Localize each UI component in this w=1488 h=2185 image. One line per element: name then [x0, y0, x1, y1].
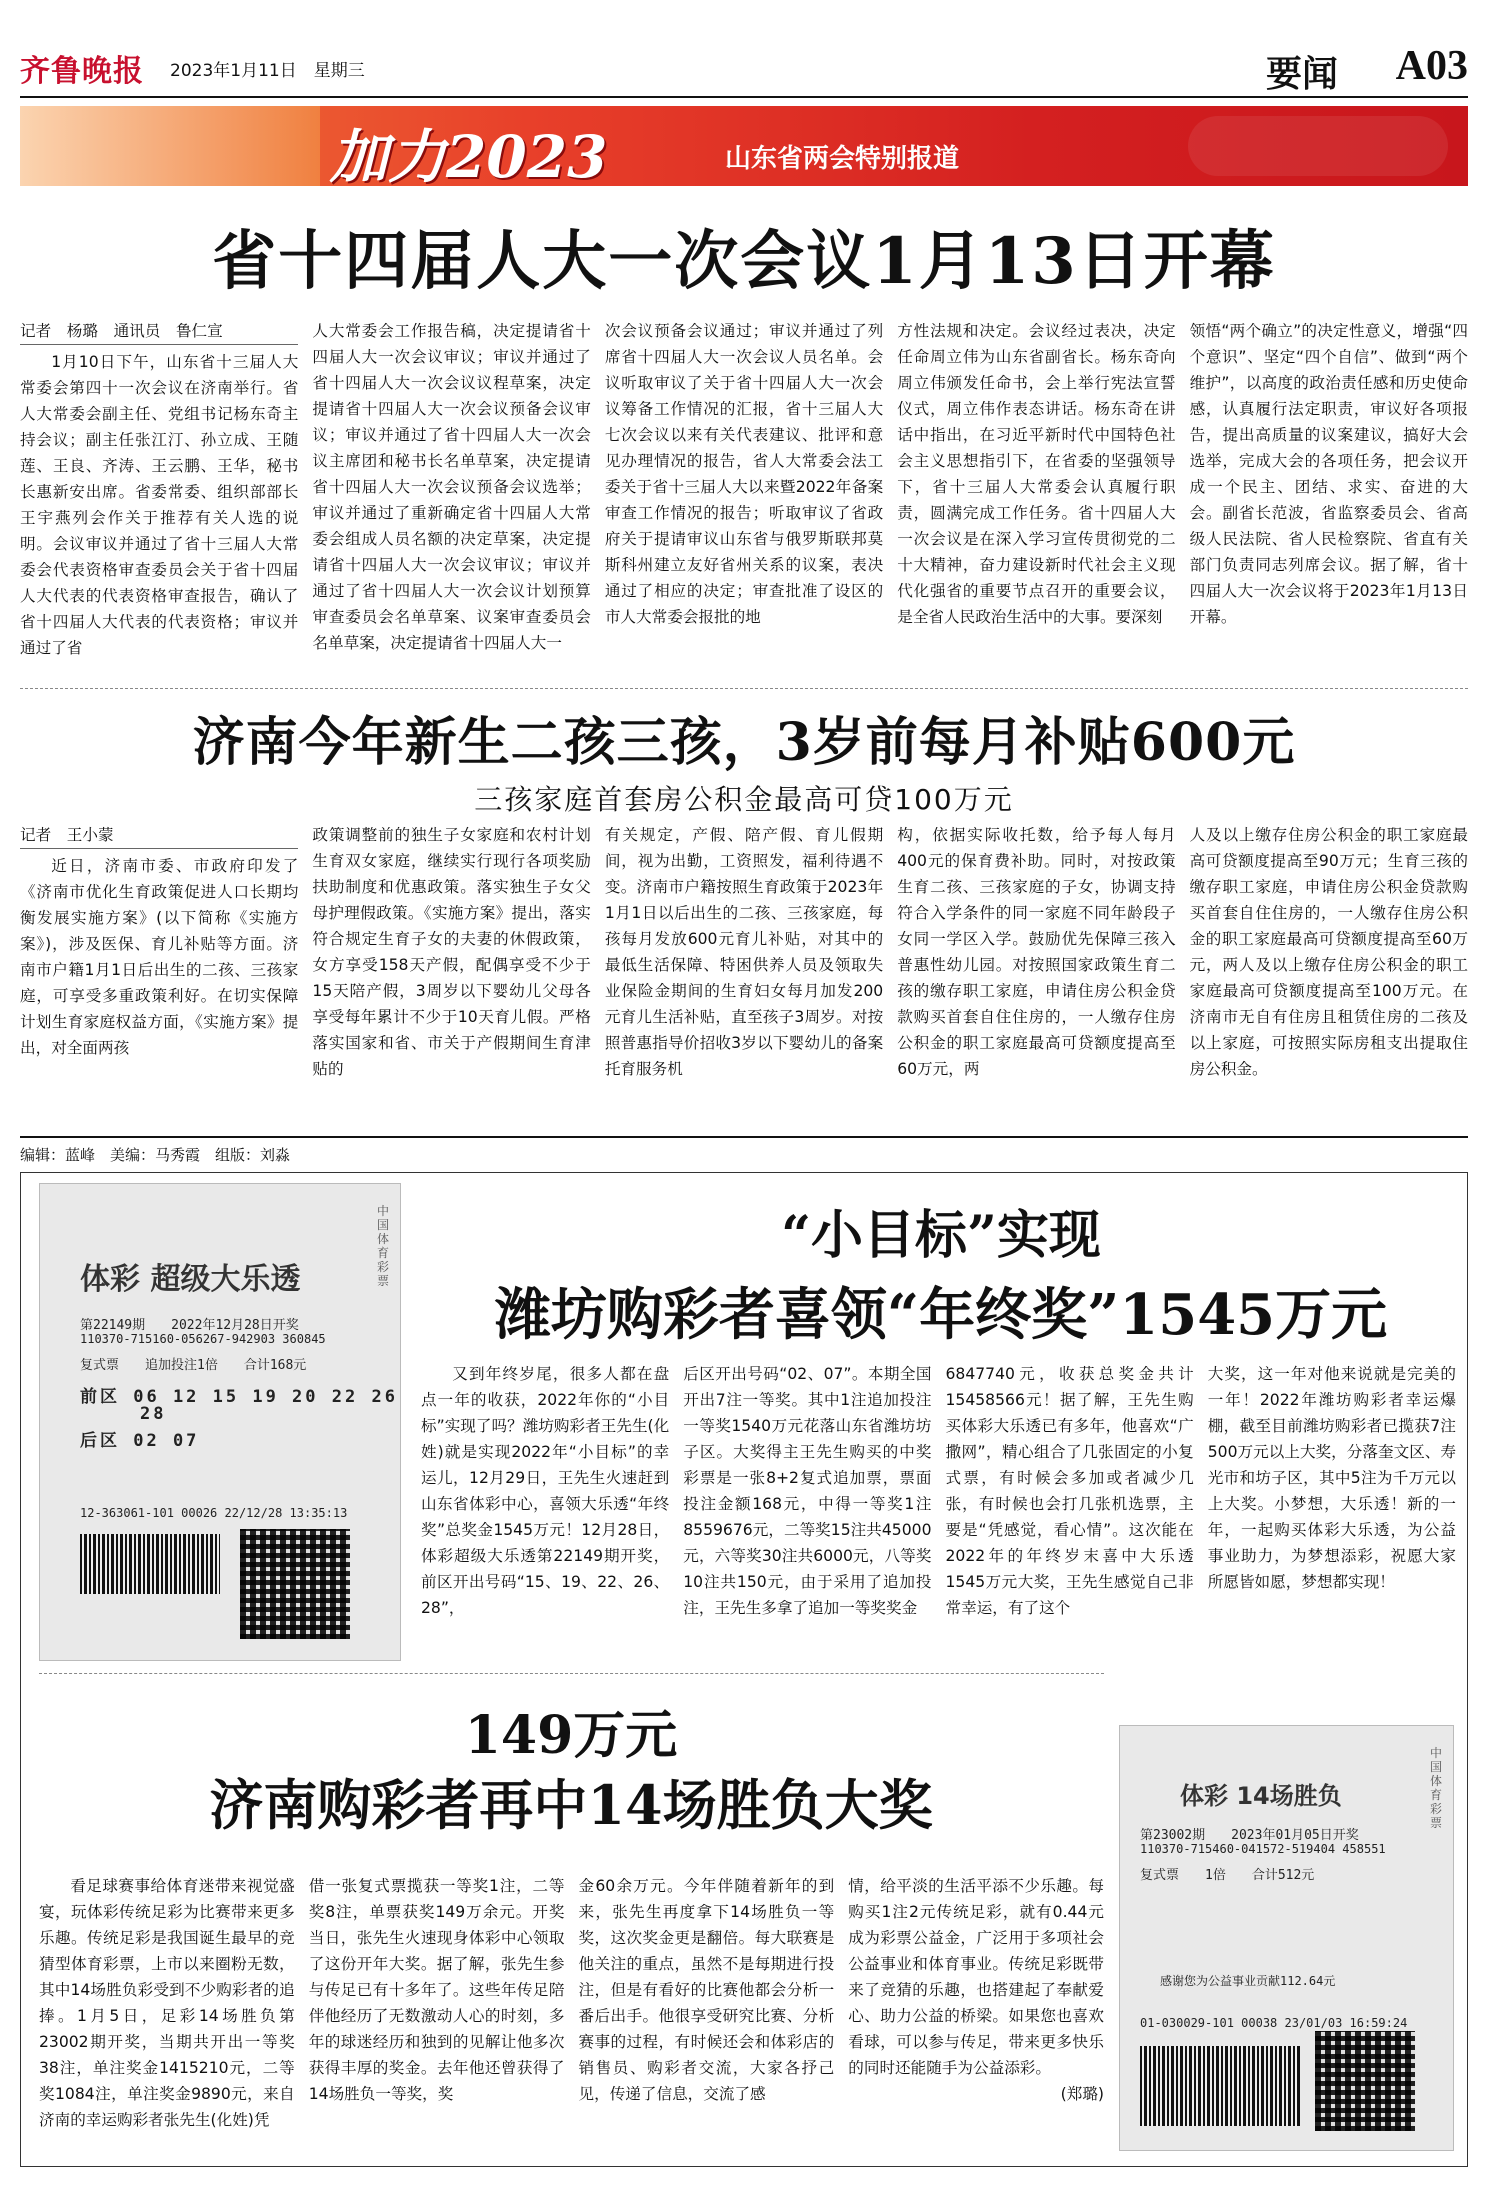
lotto1-text: 6847740元，收获总奖金共计15458566元！据了解，王先生购买体彩大乐透已有多年，他喜欢“广撒网”，精心组合了几张固定的小复式票，有时候会多加或者减少几张，有时候也会打几张机选票，主要是“凭感觉，看心情”。这次能在2022年的年终岁末喜中大乐透1545万元大奖，王先生感觉自己非常幸运，有了这个 — [945, 1365, 1194, 1617]
story2-column — [20, 822, 298, 1120]
editor-credits: 编辑：蓝峰 美编：马秀霞 组版：刘淼 — [20, 1136, 1468, 1165]
lottery-ticket-photo — [39, 1183, 401, 1661]
lotto2-column — [39, 1873, 295, 2143]
banner-decoration — [20, 106, 320, 186]
lottery-ticket-photo-2 — [1119, 1725, 1454, 2151]
paper-name: 齐鲁晚报 — [20, 54, 144, 89]
story1-column — [20, 318, 298, 678]
ticket-front-numbers-extra: 28 — [140, 1404, 167, 1424]
story2-subhead: 三孩家庭首套房公积金最高可贷100万元 — [474, 783, 1014, 816]
story1-text: 人大常委会工作报告稿，决定提请省十四届人大一次会议审议；审议并通过了省十四届人大一次会议议程草案，决定提请省十四届人大一次会议预备会议审议；审议并通过了省十四届人大一次会议主席团和秘书长名单草案，决定提请省十四届人大一次会议预备会议选举；审议并通过了重新确定省十四届人大常委会组成人员名额的决定草案，决定提请省十四届人大一次会议审议；审议并通过了省十四届人大一次会议计划预算审查委员会名单草案、议案审查委员会名单草案，决定提请省十四届人大一 — [312, 322, 591, 652]
lotto1-column — [946, 1361, 1194, 1661]
section-name: 要闻 — [1265, 53, 1338, 95]
story2-text: 人及以上缴存住房公积金的职工家庭最高可贷额度提高至90万元；生育三孩的缴存职工家庭，申请住房公积金贷款购买首套自住住房的，一人缴存住房公积金的职工家庭最高可贷额度提高至60万元，两人及以上缴存住房公积金的职工家庭最高可贷额度提高至100万元。在济南市无自有住房且租赁住房的二孩及以上家庭，可按照实际房租支出提取住房公积金。 — [1189, 826, 1469, 1078]
story2-column — [897, 822, 1175, 1120]
lotto2-text: 借一张复式票揽获一等奖1注，二等奖8注，单票获奖149万余元。开奖当日，张先生火速现身体彩中心领取了这份开年大奖。据了解，张先生参与传足已有十多年了。这些年传足陪伴他经历了无数激动人心的时刻，多年的球迷经历和独到的见解让他多次获得丰厚的奖金。去年他还曾获得了14场胜负一等奖，奖 — [308, 1877, 565, 2103]
ticket-type: 复式票 追加投注1倍 合计168元 — [80, 1358, 307, 1373]
lotto2-column — [848, 1873, 1104, 2143]
lotto1-title-line2: 潍坊购彩者喜领“年终奖”1545万元 — [494, 1282, 1388, 1348]
special-report-banner — [20, 106, 1468, 186]
lotto1-body — [421, 1361, 1456, 1661]
ticket-footer: 12-363061-101 00026 22/12/28 13:35:13 — [80, 1506, 348, 1520]
lotto1-title-line1: “小目标”实现 — [781, 1205, 1101, 1266]
story1-column — [312, 318, 590, 678]
lotto1-column — [1208, 1361, 1456, 1661]
ticket-barcode — [80, 1534, 220, 1594]
story2-text: 有关规定，产假、陪产假、育儿假期间，视为出勤，工资照发，福利待遇不变。济南市户籍按照生育政策于2023年1月1日以后出生的二孩、三孩家庭，每孩每月发放600元育儿补贴，对其中的最低生活保障、特困供养人员及领取失业保险金期间的生育妇女每月加发200元育儿生活补贴，直至孩子3周岁。对按照普惠指导价招收3岁以下婴幼儿的备案托育服务机 — [604, 826, 884, 1078]
story2-text: 政策调整前的独生子女家庭和农村计划生育双女家庭，继续实行现行各项奖励扶助制度和优惠政策。落实独生子女父母护理假政策。《实施方案》提出，落实符合规定生育子女的夫妻的休假政策，女方享受158天产假，配偶享受不少于15天陪产假，3周岁以下婴幼儿父母各享受每年累计不少于10天育儿假。严格落实国家和省、市关于产假期间生育津贴的 — [312, 826, 591, 1078]
lotto2-text: 金60余万元。今年伴随着新年的到来，张先生再度拿下14场胜负一等奖，这次奖金更是翻倍。每大联赛是他关注的重点，虽然不是每期进行投注，但是有看好的比赛他都会分析一番后出手。他很享受研究比赛、分析赛事的过程，有时候还会和体彩店的销售员、购彩者交流，大家各抒己见，传递了信息，交流了感 — [578, 1877, 835, 2103]
lotto2-signature: (郑璐) — [1060, 2085, 1104, 2103]
story2-headline: 济南今年新生二孩三孩，3岁前每月补贴600元 — [192, 712, 1296, 773]
ticket-front-numbers: 前区 06 12 15 19 20 22 26 — [80, 1387, 398, 1407]
lotto2-text: 情，给平淡的生活平添不少乐趣。每购买1注2元传统足彩，就有0.44元成为彩票公益金，广泛用于多项社会公益事业和体育事业。传统足彩既带来了竞猜的乐趣，也搭建起了奉献爱心、助力公益的桥梁。如果您也喜欢看球，可以参与传足，带来更多快乐的同时还能随手为公益添彩。 — [848, 1877, 1104, 2077]
ticket2-qr-code — [1315, 2031, 1415, 2131]
story1-byline: 记者 杨璐 通讯员 鲁仁宣 — [20, 318, 298, 345]
lotto2-column — [579, 1873, 835, 2143]
story-divider — [20, 688, 1468, 689]
ticket-brand: 体彩 超级大乐透 — [80, 1262, 301, 1297]
banner-subtitle: 山东省两会特别报道 — [725, 144, 960, 174]
lotto1-text: 又到年终岁尾，很多人都在盘点一年的收获，2022年你的“小目标”实现了吗？潍坊购彩者王先生(化姓)就是实现2022年“小目标”的幸运儿，12月29日，王先生火速赶到山东省体彩中心，喜领大乐透“年终奖”总奖金1545万元！12月28日，体彩超级大乐透第22149期开奖，前区开出号码“15、19、22、26、28”， — [421, 1365, 670, 1617]
ticket2-footer: 01-030029-101 00038 23/01/03 16:59:24 — [1140, 2016, 1408, 2030]
story2-byline: 记者 王小蒙 — [20, 822, 298, 849]
story1-text: 1月10日下午，山东省十三届人大常委会第四十一次会议在济南举行。省人大常委会副主任、党组书记杨东奇主持会议；副主任张江汀、孙立成、王随莲、王良、齐涛、王云鹏、王华，秘书长惠新安出席。省委常委、组织部部长王宇燕列会作关于推荐有关人选的说明。会议审议并通过了省十三届人大常委会代表资格审查委员会关于省十四届人大代表的代表资格审查报告，确认了省十四届人大代表的代表资格；审议并通过了省 — [20, 353, 299, 657]
story2-body — [20, 822, 1468, 1120]
issue-date: 2023年1月11日 星期三 — [170, 61, 365, 81]
ticket2-side-label: 中国体育彩票 — [1429, 1746, 1442, 1830]
page-number: A03 — [1395, 43, 1468, 89]
story1-text: 方性法规和决定。会议经过表决，决定任命周立伟为山东省副省长。杨东奇向周立伟颁发任命书，会上举行宪法宣誓仪式，周立伟作表态讲话。杨东奇在讲话中指出，在习近平新时代中国特色社会主义思想指引下，在省委的坚强领导下，省十三届人大常委会认真履行职责，圆满完成工作任务。省十四届人大一次会议是在深入学习宣传贯彻党的二十大精神，奋力建设新时代社会主义现代化强省的重要节点召开的重要会议，是全省人民政治生活中的大事。要深刻 — [897, 322, 1176, 626]
ticket2-issue: 第23002期 2023年01月05日开奖 — [1140, 1828, 1359, 1843]
banner-ornament — [1188, 116, 1448, 176]
story1-column — [1190, 318, 1468, 678]
ticket-issue: 第22149期 2022年12月28日开奖 — [80, 1318, 299, 1333]
ticket-side-label: 中国体育彩票 — [376, 1204, 389, 1288]
lotto1-column — [683, 1361, 931, 1661]
lotto2-column — [309, 1873, 565, 2143]
banner-title: 加力2023 — [330, 123, 608, 186]
ticket2-note: 感谢您为公益事业贡献112.64元 — [1160, 1974, 1336, 1988]
story2-column — [312, 822, 590, 1120]
story2-column — [605, 822, 883, 1120]
story1-column — [897, 318, 1175, 678]
story1-headline: 省十四届人大一次会议1月13日开幕 — [212, 224, 1276, 299]
story2-text: 构，依据实际收托数，给予每人每月400元的保育费补助。同时，对按政策生育二孩、三孩家庭的子女，协调支持符合入学条件的同一家庭不同年龄段子女同一学区入学。鼓励优先保障三孩入普惠性幼儿园。对按照国家政策生育二孩的缴存职工家庭，申请住房公积金贷款购买首套自住住房的，一人缴存住房公积金的职工家庭最高可贷额度提高至60万元，两 — [897, 826, 1176, 1078]
story2-column — [1190, 822, 1468, 1120]
ticket-qr-code — [240, 1529, 350, 1639]
story1-text: 领悟“两个确立”的决定性意义，增强“四个意识”、坚定“四个自信”、做到“两个维护”，以高度的政治责任感和历史使命感，认真履行法定职责，审议好各项报告，提出高质量的议案建议，搞好大会选举，完成大会的各项任务，把会议开成一个民主、团结、求实、奋进的大会。副省长范波，省监察委员会、省高级人民法院、省人民检察院、省直有关部门负责同志列席会议。据了解，省十四届人大一次会议将于2023年1月13日开幕。 — [1189, 322, 1469, 626]
story2-text: 近日，济南市委、市政府印发了《济南市优化生育政策促进人口长期均衡发展实施方案》(以下简称《实施方案》)，涉及医保、育儿补贴等方面。济南市户籍1月1日后出生的二孩、三孩家庭，可享受多重政策利好。在切实保障计划生育家庭权益方面，《实施方案》提出，对全面两孩 — [20, 857, 299, 1057]
lotto-divider — [39, 1673, 1104, 1674]
lotto1-text: 大奖，这一年对他来说就是完美的一年！2022年潍坊购彩者幸运爆棚，截至目前潍坊购彩者已揽获7注500万元以上大奖，分落奎文区、寿光市和坊子区，其中5注为千万元以上大奖。小梦想，大乐透！新的一年，一起购买体彩大乐透，为公益事业助力，为梦想添彩，祝愿大家所愿皆如愿，梦想都实现！ — [1207, 1365, 1456, 1591]
lotto1-column — [421, 1361, 669, 1661]
story1-body — [20, 318, 1468, 678]
lottery-advertorial — [20, 1172, 1468, 2167]
story1-column — [605, 318, 883, 678]
lotto2-text: 看足球赛事给体育迷带来视觉盛宴，玩体彩传统足彩为比赛带来更多乐趣。传统足彩是我国诞生最早的竞猜型体育彩票，上市以来圈粉无数，其中14场胜负彩受到不少购彩者的追捧。1月5日，足彩14场胜负第23002期开奖，当期共开出一等奖38注，单注奖金1415210元，二等奖1084注，单注奖金9890元，来自济南的幸运购彩者张先生(化姓)凭 — [39, 1877, 295, 2129]
story1-text: 次会议预备会议通过；审议并通过了列席省十四届人大一次会议人员名单。会议听取审议了关于省十四届人大一次会议筹备工作情况的汇报，省十三届人大七次会议以来有关代表建议、批评和意见办理情况的报告，省人大常委会法工委关于省十三届人大以来暨2022年备案审查工作情况的报告；听取审议了省政府关于提请审议山东省与俄罗斯联邦莫斯科州建立友好省州关系的议案，表决通过了相应的决定；审查批准了设区的市人大常委会报批的地 — [604, 322, 884, 626]
ticket2-barcode — [1140, 2046, 1300, 2126]
lotto2-body — [39, 1873, 1104, 2143]
ticket-back-numbers: 后区 02 07 — [80, 1431, 200, 1451]
ticket-serial: 110370-715160-056267-942903 360845 — [80, 1332, 326, 1346]
lotto2-title-line1: 149万元 — [464, 1705, 678, 1766]
lotto2-title-line2: 济南购彩者再中14场胜负大奖 — [209, 1773, 933, 1837]
ticket2-type: 复式票 1倍 合计512元 — [1140, 1868, 1315, 1883]
lotto1-text: 后区开出号码“02、07”。本期全国开出7注一等奖。其中1注追加投注一等奖1540万元花落山东省潍坊坊子区。大奖得主王先生购买的中奖彩票是一张8+2复式追加票，票面投注金额168元，中得一等奖1注8559676元，二等奖15注共45000元，六等奖30注共6000元，八等奖10注共150元，由于采用了追加投注，王先生多拿了追加一等奖奖金 — [683, 1365, 932, 1617]
ticket2-brand: 体彩 14场胜负 — [1180, 1782, 1342, 1810]
masthead — [20, 38, 1468, 98]
ticket2-serial: 110370-715460-041572-519404 458551 — [1140, 1842, 1386, 1856]
